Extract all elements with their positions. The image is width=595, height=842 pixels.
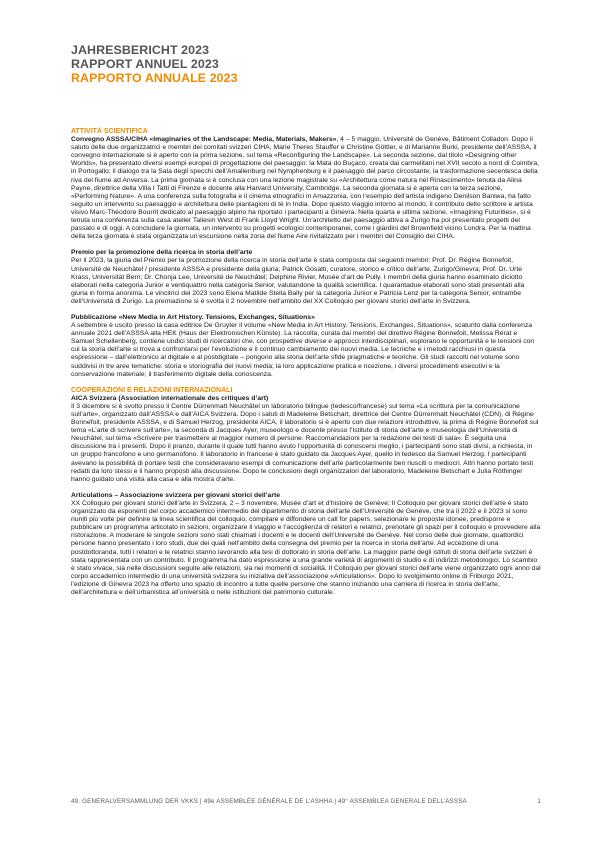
section-heading-scientific-activity: ATTIVITÀ SCIENTIFICA bbox=[71, 128, 148, 135]
report-page bbox=[71, 43, 541, 597]
paragraph-ciha-conference bbox=[71, 136, 541, 241]
paragraph-publication: A settembre è uscito presso la casa editrice De Gruyter il volume «New Media in Art History. Tensions, Exchanges, Situations», scaturito dalla conferenza annuale 2021 dell’ASSSA alla HEK (Haus der Elektronischen Künste). La raccolta, curata dai membri del direttivo Régine Bonnefoit, Melissa Rérat e Samuel Schellenberg, contiene undici studi di ricercatori che, con prospettive diverse e approcci interdisciplinari, esplorano le opportunità e le tensioni con cui la storia dell’arte si trova a confrontarsi per l’evoluzione e il continuo cambiamento dei nuovi media. Le tecniche e i metodi racchiusi in questa espressione – dall’elettronico al digitale e al postdigitale – pongono alla storia dell’arte sfide pragmatiche e teoriche. Gli studi raccolti nel volume sono suddivisi in tre aree tematiche: storia e storiografia dei nuovi media; la loro applicazione pratica e ricezione, i diversi procedimenti esecutivi e la conservazione materiale; il trasferimento digitale della conoscenza. bbox=[71, 322, 535, 378]
page-footer bbox=[71, 798, 541, 806]
paragraph-research-prize: Per il 2023, la giuria del Premio per la promozione della ricerca in storia dell’arte è stata composta dai seguenti membri: Prof. Dr. Régine Bonnefoit, Université de Neuchâtel / presidente ASSSA e presidente della giuria; Patrick Gosatti, curatore, storico e critico dell’arte, Zurigo/Ginevra; Prof. Dr. Urte Krass, Universität Bern; Dr. Chonja Lee, Université de Neuchâtel; Delphine Rivier, Musée d’art de Pully. I membri della giuria hanno esaminato diciotto elaborati nella categoria Junior e ventiquattro nella categoria Senior, valutandone la qualità scientifica. I quarantadue elaborati sono stati presentati alla giuria in forma anonima. Le vincitrici del 2023 sono Elena Matilde Stella Bally per la categoria Junior e Patricia Lenz per la categoria Senior, entrambe dell’Università di Zurigo. La premiazione si è svolta il 2 novembre nell’ambito del XX Colloquio per giovani storici dell’arte in Svizzera. bbox=[71, 257, 525, 305]
subheading-publication: Pubblicazione «New Media in Art History. Tensions, Exchanges, Situations» bbox=[71, 313, 315, 321]
page-number: 1 bbox=[537, 798, 541, 805]
subheading-aica: AICA Svizzera (Association internationale des critiques d’art) bbox=[71, 394, 269, 402]
paragraph-aica: Il 3 dicembre si è svolto presso il Centre Dürrenmatt Neuchâtel un laboratorio bilingue (tedesco/francese) sul tema «La scrittura per la comunicazione sull’arte», organizzato dall’ASSSA e dall’AICA Svizzera. Dopo i saluti di Madeleine Betschart, direttrice del Centre Dürrenmatt Neuchâtel (CDN), di Régine Bonnefoit, presidente ASSSA, e di Samuel Herzog, presidente AICA, il laboratorio si è aperto con due relazioni introduttive, la prima di Régine Bonnefoit sul tema «L’arte di scrivere sull’arte», la seconda di Jacques Ayer, museologo e docente presso l’Istituto di storia dell’arte e museologia dell’Università di Neuchâtel, sul tema «Scrivere per trasmettere al maggior numero di persone. Raccomandazioni per la redazione dei testi di sala». È seguita una discussione tra i presenti. Dopo il pranzo, durante il quale tutti hanno avuto l’opportunità di conoscersi meglio, i partecipanti sono stati divisi, a richiesta, in un gruppo francofono e uno germanofono. Il laboratorio in francese è stato guidato da Jacques Ayer, quello in tedesco da Samuel Herzog. I partecipanti avevano la possibilità di portare testi che consideravano esempi di comunicazione dell’arte particolarmente ben riusciti o mediocri. Altri hanno portato testi redatti da loro stessi e li hanno proposti alla discussione. Dopo le conclusioni degli organizzatori del laboratorio, Madeleine Betschart e Julia Röthinger hanno guidato una visita alla casa e alla mostra d’arte. bbox=[71, 402, 539, 483]
title-german: JAHRESBERICHT 2023 bbox=[71, 43, 210, 57]
subheading-research-prize: Premio per la promozione della ricerca in storia dell’arte bbox=[71, 249, 253, 257]
conference-text: , 4 – 5 maggio, Université de Genève, Bâtiment Colladon. Dopo il saluto delle due organizzatrici e membri dei comitati svizzeri CIHA, Marie Theres Stauffer e Christine Göttler, e di Marianne Burki, presidente dell’ASSSA, il convegno internazionale si è aperto con la prima sezione, sul tema «Reconfiguring the Landscape». La seconda sezione, dal titolo «Designing other Worlds», ha presentato diversi esempi europei di progettazione del paesaggio: la Mata do Buçaco, creata dai carmelitani nel XVII secolo a nord di Coimbra, in Portogallo; il dialogo tra la Sala degli specchi dell’Amalienburg nel Nymphenburg e il paesaggio del parco circostante; la trasformazione secentesca della riva del fiume ad Anversa. La prima giornata si è conclusa con una lezione magistrale su «Architettura come natura nel Rinascimento» tenuta da Alina Payne, direttrice della Villa I Tatti di Firenze e docente alla Harvard University, Cambridge. La seconda giornata si è aperta con la terza sezione, «Performing Nature». A una conferenza sulla fotografia e il cinema etnografici in Amazzonia, con l’esempio dell’artista indigeno Denilson Baniwa, ha fatto seguito un intervento su paesaggio e architettura delle piantagioni di tè in India. Dopo questo viaggio intorno al mondo, il contributo dello scrittore e artista visivo Marc-Théodore Bourrit dedicato al paesaggio alpino ha riportato i partecipanti a Ginevra. Nella quarta e ultima sezione, «Imagining Futurities», si è tenuta una conferenza sulla casa atelier Taliesin West di Frank Lloyd Wright. Un’architetto del paesaggio attiva a Zurigo ha poi presentato progetti del passato e di oggi. A concludere la giornata, un intervento su progetti ecologici contemporanei, come i giardini del Brownfield vicino Londra. Per la mattina della terza giornata è stata organizzata un’escursione nella zona del fiume Aire rivitalizzato per i membri del Consiglio del CIHA. bbox=[71, 136, 539, 241]
conference-title: Convegno ASSSA/CIHA «Imaginaries of the Landscape: Media, Materials, Makers» bbox=[71, 136, 337, 144]
paragraph-articulations: XX Colloquio per giovani storici dell’arte in Svizzera, 2 – 3 novembre, Musée d’art et d’histoire de Genève: Il Colloquio per giovani storici dell’arte è stato organizzato da esponenti del corpo accademico intermedio del dipartimento di storia dell’arte dell’Université de Genève, che tra il 2022 e il 2023 si sono riuniti più volte per definire la linea scientifica del colloquio, compilare e diffondere un call for papers, selezionare le proposte idonee, predisporre e pubblicare un programma articolato in sezioni, organizzare il viaggio e l’accoglienza di relatori e relatrici, prenotare gli spazi per il colloquio e provvedere alla ristorazione. A moderare le singole sezioni sono stati chiamati i docenti e le docenti dell’Université de Genève. Nel corso delle due giornate, quattordici persone hanno presentato i loro studi, due dei quali nell’ambito della consegna del premio per la ricerca in storia dell’arte. Ad eccezione di una postdottoranda, tutti i relatori e le relatrici stanno lavorando alla tesi di dottorato in storia dell’arte. La maggior parte degli istituti di storia dell’arte svizzeri è stata rappresentata con un contributo. Il programma ha dato espressione a una grande varietà di argomenti di studio e di indirizzi metodologici. Lo scambio è stato vivace, sia nelle discussioni seguite alle relazioni, sia nei momenti di socialità. Il Colloquio per giovani storici dell’arte viene organizzato ogni anno dal corpo accademico intermedio di una università svizzera su iniziativa dell’associazione «Articulations». Dopo lo svolgimento online di Friburgo 2021, l’edizione di Ginevra 2023 ha offerto uno spazio di incontro a tutte quelle persone che stanno iniziando una carriera di ricerca in storia dell’arte, dell’architettura e dell’urbanistica all’università o nelle istituzioni del patrimonio culturale. bbox=[71, 499, 541, 596]
footer-text: 49. GENERALVERSAMMLUNG DER VKKS | 49e ASSEMBLÉE GÉNÉRALE DE L’ASHHA | 49° ASSEMBLEA GENERALE DELL’ASSSA bbox=[71, 798, 467, 805]
subheading-articulations: Articulations – Associazione svizzera per giovani storici dell’arte bbox=[71, 491, 281, 499]
section-heading-cooperations: COOPERAZIONI E RELAZIONI INTERNAZIONALI bbox=[71, 386, 233, 394]
title-french: RAPPORT ANNUEL 2023 bbox=[71, 57, 219, 71]
title-italian: RAPPORTO ANNUALE 2023 bbox=[71, 71, 238, 85]
